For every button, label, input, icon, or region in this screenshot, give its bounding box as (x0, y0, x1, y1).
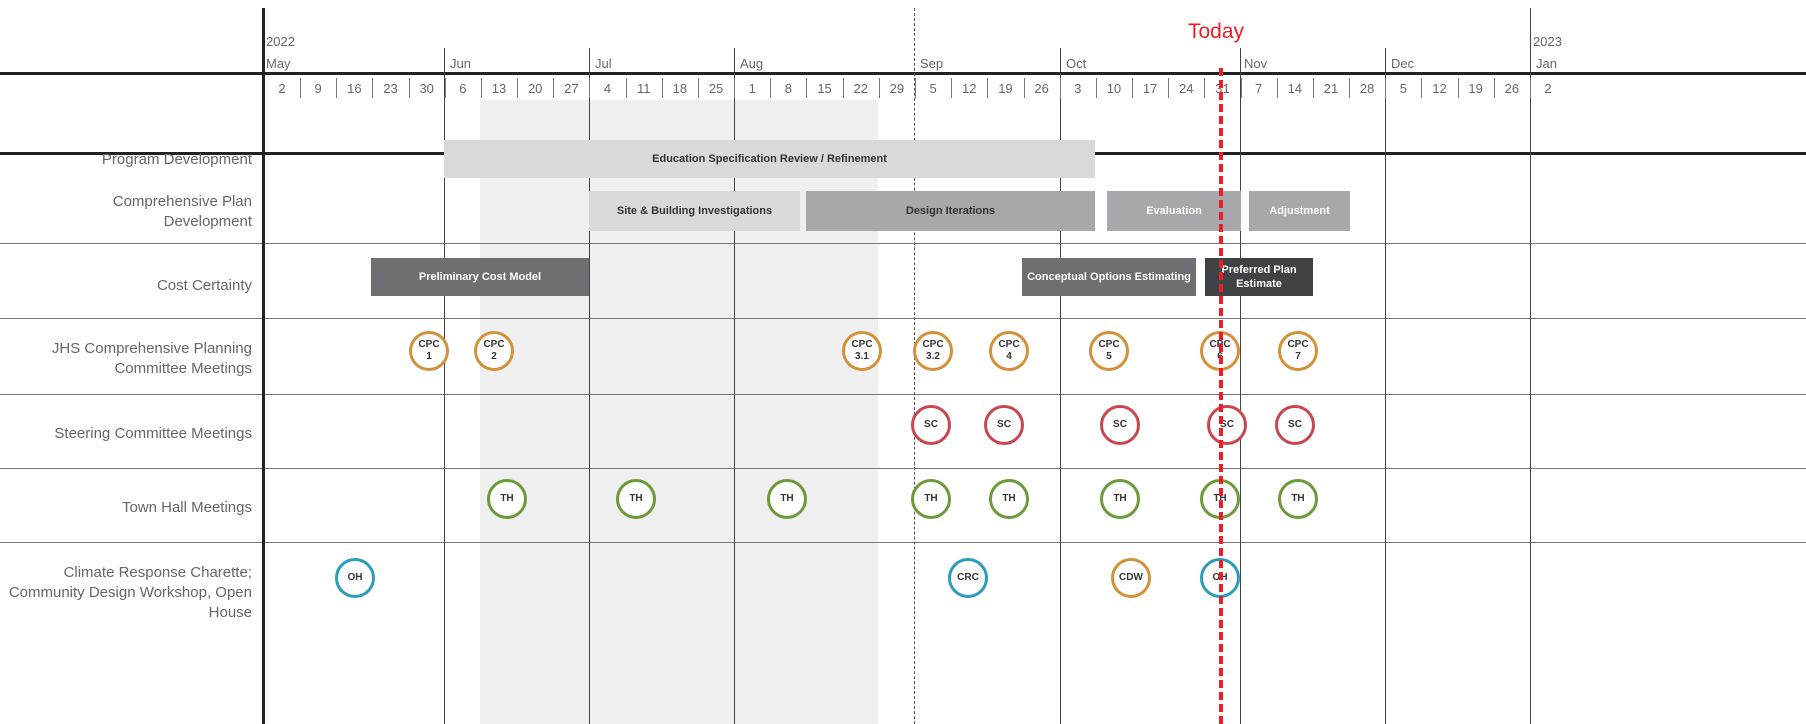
week-label: 31 (1215, 81, 1230, 96)
year-label-2022: 2022 (266, 34, 295, 49)
open-house-milestone: OH (1200, 558, 1240, 598)
week-separator (1060, 78, 1061, 98)
row-label-steering-committee: Steering Committee Meetings (54, 425, 252, 442)
week-label: 15 (817, 81, 832, 96)
week-label: 2 (278, 81, 286, 96)
cpc-3-2-milestone: CPC 3.2 (913, 331, 953, 371)
week-label: 27 (564, 81, 579, 96)
week-separator (734, 78, 735, 98)
week-separator (698, 78, 699, 98)
week-label: 18 (672, 81, 688, 96)
bar-preferred-plan-estimate: Preferred Plan Estimate (1205, 258, 1313, 296)
week-label: 17 (1142, 81, 1158, 96)
week-label: 25 (708, 81, 724, 96)
month-divider-nov (1240, 48, 1241, 724)
week-separator (843, 78, 844, 98)
today-marker-line (1219, 68, 1223, 724)
week-separator (553, 78, 554, 98)
week-label: 13 (491, 81, 507, 96)
bar-evaluation: Evaluation (1107, 191, 1241, 231)
week-label: 10 (1106, 81, 1122, 96)
row-label-program-development: Program Development (101, 151, 252, 168)
row-label-comprehensive-plan: Comprehensive Plan Development (112, 193, 252, 230)
week-label: 8 (784, 81, 792, 96)
week-separator (1132, 78, 1133, 98)
week-label: 19 (1468, 81, 1483, 96)
bar-adjustment: Adjustment (1249, 191, 1350, 231)
climate-response-charette-milestone: CRC (948, 558, 988, 598)
week-separator (915, 78, 916, 98)
month-label-jul: Jul (595, 56, 612, 71)
bar-design-iterations: Design Iterations (806, 191, 1095, 231)
week-separator (987, 78, 988, 98)
week-label: 11 (636, 81, 651, 96)
month-label-dec: Dec (1391, 56, 1415, 71)
week-separator (770, 78, 771, 98)
month-label-nov: Nov (1244, 56, 1268, 71)
bar-conceptual-options-estimating: Conceptual Options Estimating (1022, 258, 1196, 296)
week-separator (1530, 78, 1531, 98)
community-design-workshop-milestone: CDW (1111, 558, 1151, 598)
week-separator (879, 78, 880, 98)
week-label: 20 (527, 81, 543, 96)
year-label-2023: 2023 (1533, 34, 1562, 49)
month-label-oct: Oct (1066, 56, 1087, 71)
week-label: 9 (314, 81, 322, 96)
week-separator (409, 78, 410, 98)
sc-milestone: SC (1275, 405, 1315, 445)
sc-milestone: SC (1100, 405, 1140, 445)
cpc-3-1-milestone: CPC 3.1 (842, 331, 882, 371)
week-label: 29 (889, 81, 905, 96)
week-separator (1204, 78, 1205, 98)
cpc-4-milestone: CPC 4 (989, 331, 1029, 371)
week-label: 30 (419, 81, 434, 96)
week-label: 12 (962, 81, 977, 96)
week-separator (951, 78, 952, 98)
week-separator (336, 78, 337, 98)
week-separator (1458, 78, 1459, 98)
row-divider (0, 394, 1806, 395)
week-separator (1168, 78, 1169, 98)
row-label-jhs-meetings: JHS Comprehensive Planning Committee Meetings (51, 340, 252, 377)
th-milestone: TH (1200, 479, 1240, 519)
row-divider (0, 243, 1806, 244)
week-separator (1024, 78, 1025, 98)
row-label-town-hall: Town Hall Meetings (121, 499, 252, 516)
row-divider (0, 468, 1806, 469)
th-milestone: TH (767, 479, 807, 519)
week-separator (1277, 78, 1278, 98)
cpc-2-milestone: CPC 2 (474, 331, 514, 371)
week-separator (1349, 78, 1350, 98)
week-label: 28 (1359, 81, 1375, 96)
week-separator (626, 78, 627, 98)
week-label: 14 (1287, 81, 1303, 96)
th-milestone: TH (1278, 479, 1318, 519)
week-separator (589, 78, 590, 98)
cpc-6-milestone: CPC 6 (1200, 331, 1240, 371)
bar-education-spec-review: Education Specification Review / Refinement (444, 140, 1095, 178)
week-label: 19 (998, 81, 1013, 96)
week-separator (1096, 78, 1097, 98)
th-milestone: TH (487, 479, 527, 519)
week-separator (445, 78, 446, 98)
th-milestone: TH (1100, 479, 1140, 519)
row-label-cost-certainty: Cost Certainty (156, 277, 252, 294)
header-rule (0, 72, 1806, 75)
row-divider (0, 318, 1806, 319)
sc-milestone: SC (911, 405, 951, 445)
month-label-sep: Sep (920, 56, 944, 71)
sc-milestone: SC (1207, 405, 1247, 445)
month-label-aug: Aug (740, 56, 764, 71)
month-label-may: May (266, 56, 291, 71)
month-label-jun: Jun (450, 56, 471, 71)
th-milestone: TH (989, 479, 1029, 519)
th-milestone: TH (911, 479, 951, 519)
week-label: 3 (1074, 81, 1082, 96)
week-label: 24 (1179, 81, 1194, 96)
week-label: 5 (1399, 81, 1407, 96)
month-label-jan: Jan (1536, 56, 1557, 71)
th-milestone: TH (616, 479, 656, 519)
week-label: 4 (603, 81, 612, 96)
cpc-7-milestone: CPC 7 (1278, 331, 1318, 371)
week-label: 22 (853, 81, 868, 96)
row-divider (0, 542, 1806, 543)
week-label: 21 (1323, 81, 1339, 96)
row-label-climate-community: Climate Response Charette; Community Design Workshop, Open House (8, 564, 252, 621)
today-label: Today (1188, 20, 1245, 43)
week-separator (1313, 78, 1314, 98)
week-label: 16 (347, 81, 362, 96)
week-label: 7 (1255, 81, 1263, 96)
bar-preliminary-cost-model: Preliminary Cost Model (371, 258, 589, 296)
label-column-divider (262, 8, 265, 724)
week-label: 12 (1432, 81, 1447, 96)
week-label: 23 (383, 81, 398, 96)
bar-site-building-investigations: Site & Building Investigations (589, 191, 800, 231)
week-label: 26 (1504, 81, 1520, 96)
sc-milestone: SC (984, 405, 1024, 445)
week-label: 2 (1544, 81, 1552, 96)
week-separator (1421, 78, 1422, 98)
week-separator (1241, 78, 1242, 98)
week-separator (662, 78, 663, 98)
week-separator (1494, 78, 1495, 98)
week-label: 26 (1034, 81, 1049, 96)
week-separator (481, 78, 482, 98)
cpc-5-milestone: CPC 5 (1089, 331, 1129, 371)
week-separator (517, 78, 518, 98)
month-divider-sep (914, 8, 916, 724)
week-label: 1 (748, 81, 756, 96)
week-separator (806, 78, 807, 98)
cpc-1-milestone: CPC 1 (409, 331, 449, 371)
week-label: 6 (459, 81, 467, 96)
month-divider-dec (1385, 48, 1386, 724)
open-house-milestone: OH (335, 558, 375, 598)
week-separator (372, 78, 373, 98)
week-label: 5 (929, 81, 937, 96)
week-separator (300, 78, 301, 98)
week-separator (1385, 78, 1386, 98)
month-divider-jan (1530, 8, 1531, 724)
